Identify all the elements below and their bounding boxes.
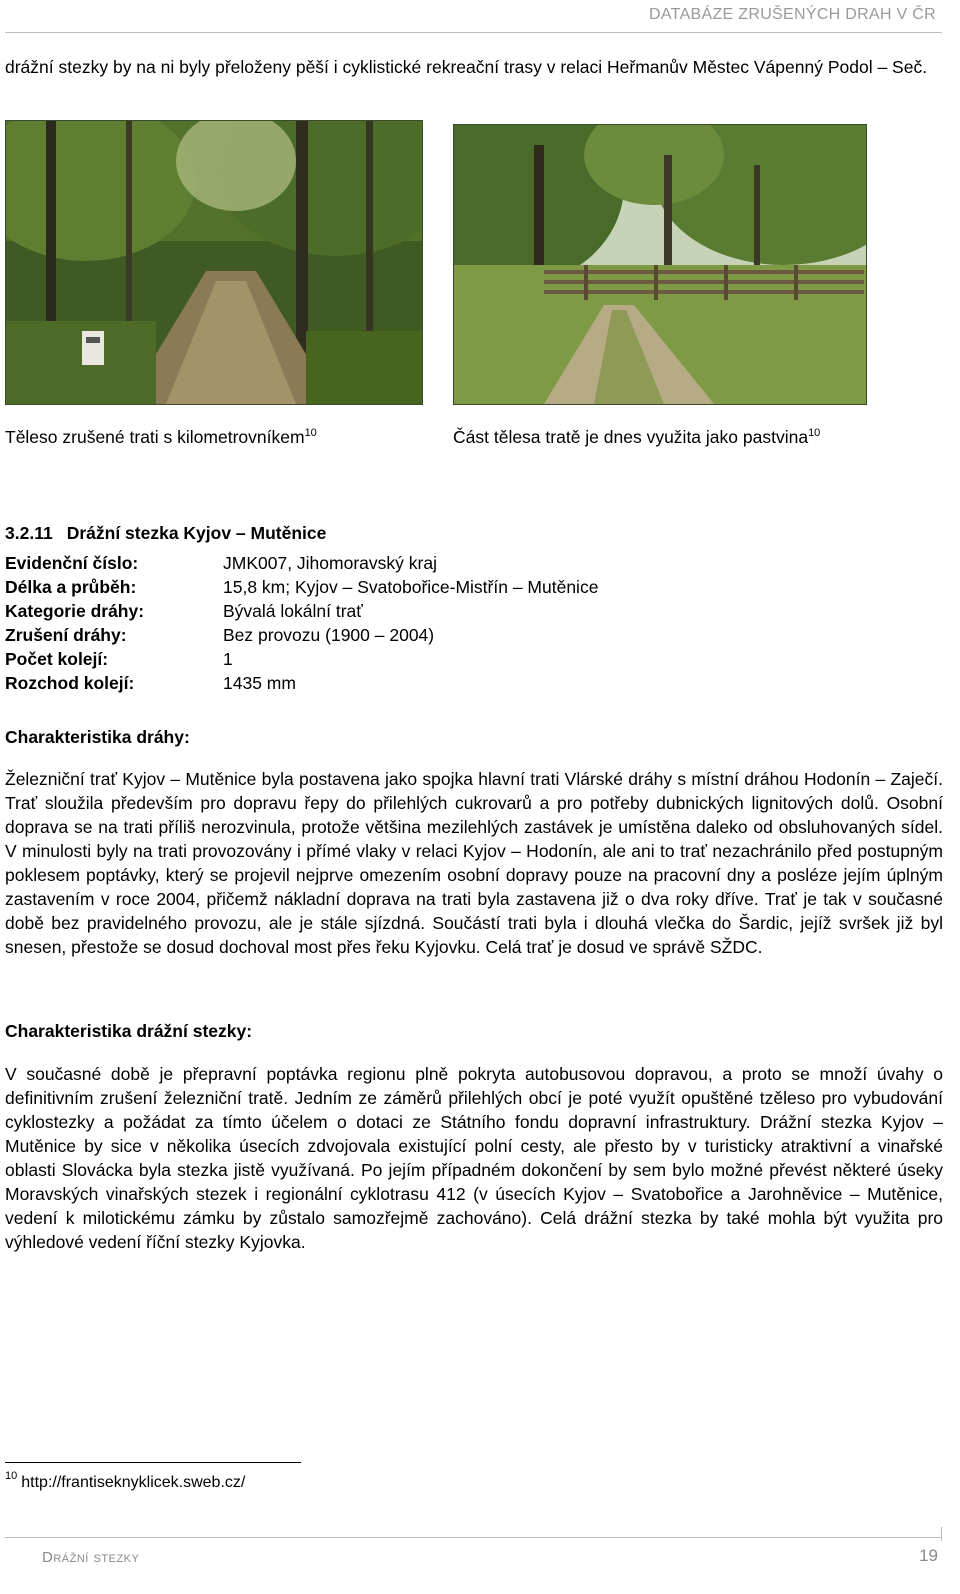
page-header: DATABÁZE ZRUŠENÝCH DRAH V ČR bbox=[649, 6, 936, 23]
footnote-link[interactable]: http://frantiseknyklicek.sweb.cz/ bbox=[21, 1474, 246, 1491]
info-value: Bývalá lokální trať bbox=[223, 601, 363, 621]
photo-caption-2-text: Část tělesa tratě je dnes využita jako pastvina bbox=[453, 427, 809, 447]
heading-track-characteristics: Charakteristika dráhy: bbox=[5, 727, 190, 747]
photo-caption-1 bbox=[5, 422, 317, 448]
info-value: 1435 mm bbox=[223, 673, 296, 693]
photo-forest-path bbox=[5, 120, 423, 405]
info-key: Kategorie dráhy: bbox=[5, 601, 145, 621]
footnote-ref[interactable]: 10 bbox=[808, 427, 821, 439]
page-number: 19 bbox=[919, 1546, 938, 1565]
info-value: 15,8 km; Kyjov – Svatobořice-Mistřín – Mutěnice bbox=[223, 577, 599, 597]
footer-section-name: Drážní stezky bbox=[42, 1549, 140, 1566]
info-key: Evidenční číslo: bbox=[5, 553, 139, 573]
info-key: Délka a průběh: bbox=[5, 577, 137, 597]
section-title-text: Drážní stezka Kyjov – Mutěnice bbox=[66, 523, 327, 543]
path-characteristics-paragraph: V současné době je přepravní poptávka regionu plně pokryta autobusovou dopravou, a proto se množí úvahy o definitivním zrušení železniční tratě. Jedním ze záměrů přilehlých obcí je poté využít opuštěné tzěleso pro vybudování cyklostezky a požádat za tímto účelem o dotaci ze Státního fondu dopravní infrastruktury. Drážní stezka Kyjov – Mutěnice by sice v několika úsecích zdvojovala existující polní cesty, ale přesto by v turisticky atraktivní a vinařské oblasti Slovácka byla stezka jistě využívaná. Po jejím případném dokončení by sem bylo možné převést některé úseky Moravských vinařských stezek i regionální cyklotrasu 412 (v úsecích Kyjov – Svatobořice a Jarohněvice – Mutěnice, vedení k milotickému zámku by zůstalo samozřejmě zachováno). Celá drážní stezka by také mohla být využita pro výhledové vedení říční stezky Kyjovka. bbox=[5, 1064, 943, 1252]
footnote bbox=[5, 1470, 245, 1492]
info-value: 1 bbox=[223, 649, 233, 669]
intro-paragraph: drážní stezky by na ni byly přeloženy pěší i cyklistické rekreační trasy v relaci Heřmanův Městec Vápenný Podol – Seč. bbox=[5, 57, 928, 77]
info-key: Rozchod kolejí: bbox=[5, 673, 135, 693]
track-characteristics-paragraph: Železniční trať Kyjov – Mutěnice byla postavena jako spojka hlavní trati Vlárské dráhy s místní dráhou Hodonín – Zaječí. Trať sloužila především pro dopravu řepy do přilehlých cukrovarů a pro potřeby dubnických lignitových dolů. Osobní doprava se na trati příliš nerozvinula, protože většina mezilehlých zastávek je umístěna daleko od obsluhovaných sídel. V minulosti byly na trati provozovány i přímé vlaky v relaci Kyjov – Hodonín, ale ani to trať nezachránilo před postupným poklesem poptávky, který se projevil nejprve omezením osobní dopravy pouze na pracovní dny a posléze jejím úplným zastavením v roce 2004, přičemž nákladní doprava na trati byla zastavena již o dva roky dříve. Trať je tak v současné době bez pravidelného provozu, ale je stále sjízdná. Součástí trati byla i dlouhá vlečka do Šardic, jejíž svršek již byl snesen, přestože se dosud dochoval most přes řeku Kyjovku. Celá trať je dosud ve správě SŽDC. bbox=[5, 769, 943, 957]
section-number: 3.2.11 bbox=[5, 523, 53, 543]
section-title bbox=[5, 523, 326, 544]
heading-path-characteristics: Charakteristika drážní stezky: bbox=[5, 1021, 253, 1041]
photo-caption-2 bbox=[453, 422, 820, 448]
info-key: Zrušení dráhy: bbox=[5, 625, 127, 645]
footer-divider bbox=[5, 1537, 942, 1538]
info-value: Bez provozu (1900 – 2004) bbox=[223, 625, 435, 645]
photo-caption-1-text: Těleso zrušené trati s kilometrovníkem bbox=[5, 427, 305, 447]
footer-tick bbox=[941, 1527, 942, 1541]
footnote-number: 10 bbox=[5, 1470, 18, 1482]
footnote-ref[interactable]: 10 bbox=[304, 427, 317, 439]
photo-pasture bbox=[453, 124, 867, 405]
footnote-divider bbox=[5, 1462, 301, 1463]
info-key: Počet kolejí: bbox=[5, 649, 109, 669]
info-value: JMK007, Jihomoravský kraj bbox=[223, 553, 437, 573]
header-divider bbox=[5, 32, 942, 33]
